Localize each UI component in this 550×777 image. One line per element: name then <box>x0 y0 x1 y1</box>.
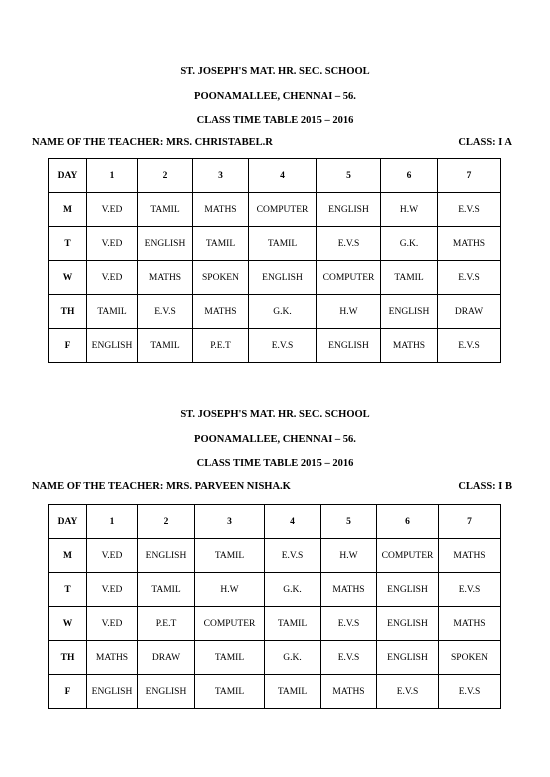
period-cell: TAMIL <box>195 641 265 675</box>
period-cell: H.W <box>317 295 381 329</box>
period-cell: E.V.S <box>317 227 381 261</box>
period-cell: E.V.S <box>321 641 377 675</box>
header-cell: 2 <box>138 505 195 539</box>
table-row <box>49 193 501 227</box>
class-label: CLASS: I B <box>458 481 512 492</box>
period-cell: COMPUTER <box>377 539 439 573</box>
period-cell: E.V.S <box>377 675 439 709</box>
day-cell: F <box>49 675 87 709</box>
table-row <box>49 261 501 295</box>
table-row <box>49 295 501 329</box>
header-cell: 5 <box>321 505 377 539</box>
teacher-name: NAME OF THE TEACHER: MRS. PARVEEN NISHA.K <box>32 481 291 492</box>
class-label: CLASS: I A <box>458 137 512 148</box>
header-cell: 2 <box>138 159 193 193</box>
table-row <box>49 573 501 607</box>
period-cell: TAMIL <box>195 675 265 709</box>
period-cell: ENGLISH <box>377 607 439 641</box>
period-cell: ENGLISH <box>381 295 438 329</box>
period-cell: TAMIL <box>249 227 317 261</box>
period-cell: TAMIL <box>138 193 193 227</box>
period-cell: E.V.S <box>438 261 501 295</box>
header-cell: 6 <box>381 159 438 193</box>
period-cell: ENGLISH <box>138 227 193 261</box>
header-cell: 4 <box>265 505 321 539</box>
period-cell: E.V.S <box>439 675 501 709</box>
table-row <box>49 675 501 709</box>
period-cell: E.V.S <box>249 329 317 363</box>
period-cell: V.ED <box>87 261 138 295</box>
period-cell: ENGLISH <box>317 329 381 363</box>
table-row <box>49 539 501 573</box>
period-cell: SPOKEN <box>439 641 501 675</box>
period-cell: ENGLISH <box>317 193 381 227</box>
period-cell: COMPUTER <box>249 193 317 227</box>
period-cell: DRAW <box>138 641 195 675</box>
header-cell: DAY <box>49 505 87 539</box>
period-cell: MATHS <box>321 675 377 709</box>
period-cell: H.W <box>195 573 265 607</box>
period-cell: SPOKEN <box>193 261 249 295</box>
header-cell: 7 <box>439 505 501 539</box>
period-cell: P.E.T <box>193 329 249 363</box>
school-name: ST. JOSEPH'S MAT. HR. SEC. SCHOOL <box>180 409 370 420</box>
period-cell: V.ED <box>87 193 138 227</box>
period-cell: TAMIL <box>138 573 195 607</box>
header-cell: 5 <box>317 159 381 193</box>
period-cell: TAMIL <box>381 261 438 295</box>
period-cell: H.W <box>381 193 438 227</box>
day-cell: W <box>49 607 87 641</box>
period-cell: E.V.S <box>138 295 193 329</box>
header-cell: 3 <box>193 159 249 193</box>
day-cell: T <box>49 573 87 607</box>
table-row <box>49 607 501 641</box>
header-cell: 6 <box>377 505 439 539</box>
period-cell: MATHS <box>193 193 249 227</box>
period-cell: ENGLISH <box>87 329 138 363</box>
period-cell: P.E.T <box>138 607 195 641</box>
timetable-grid <box>48 158 501 363</box>
school-location: POONAMALLEE, CHENNAI – 56. <box>194 91 356 102</box>
period-cell: TAMIL <box>138 329 193 363</box>
period-cell: V.ED <box>87 573 138 607</box>
day-cell: T <box>49 227 87 261</box>
period-cell: E.V.S <box>438 193 501 227</box>
period-cell: ENGLISH <box>87 675 138 709</box>
period-cell: TAMIL <box>195 539 265 573</box>
period-cell: E.V.S <box>265 539 321 573</box>
period-cell: COMPUTER <box>195 607 265 641</box>
day-cell: M <box>49 539 87 573</box>
period-cell: MATHS <box>193 295 249 329</box>
timetable-title: CLASS TIME TABLE 2015 – 2016 <box>196 458 354 469</box>
table-row <box>49 329 501 363</box>
day-cell: F <box>49 329 87 363</box>
period-cell: MATHS <box>438 227 501 261</box>
day-cell: M <box>49 193 87 227</box>
period-cell: COMPUTER <box>317 261 381 295</box>
period-cell: E.V.S <box>438 329 501 363</box>
school-name: ST. JOSEPH'S MAT. HR. SEC. SCHOOL <box>180 66 370 77</box>
header-cell: DAY <box>49 159 87 193</box>
header-cell: 7 <box>438 159 501 193</box>
period-cell: ENGLISH <box>138 539 195 573</box>
period-cell: V.ED <box>87 607 138 641</box>
period-cell: G.K. <box>249 295 317 329</box>
day-cell: TH <box>49 295 87 329</box>
period-cell: TAMIL <box>193 227 249 261</box>
period-cell: MATHS <box>87 641 138 675</box>
header-row <box>49 505 501 539</box>
teacher-info-line <box>32 137 512 149</box>
teacher-info-line <box>32 481 512 493</box>
period-cell: MATHS <box>439 607 501 641</box>
period-cell: G.K. <box>265 641 321 675</box>
header-row <box>49 159 501 193</box>
table-row <box>49 641 501 675</box>
period-cell: MATHS <box>321 573 377 607</box>
header-cell: 1 <box>87 159 138 193</box>
period-cell: MATHS <box>138 261 193 295</box>
period-cell: E.V.S <box>439 573 501 607</box>
timetable-title: CLASS TIME TABLE 2015 – 2016 <box>196 115 354 126</box>
period-cell: ENGLISH <box>377 641 439 675</box>
period-cell: ENGLISH <box>249 261 317 295</box>
period-cell: MATHS <box>439 539 501 573</box>
period-cell: MATHS <box>381 329 438 363</box>
timetable-grid <box>48 504 501 709</box>
period-cell: V.ED <box>87 227 138 261</box>
period-cell: DRAW <box>438 295 501 329</box>
header-cell: 1 <box>87 505 138 539</box>
table-row <box>49 227 501 261</box>
period-cell: E.V.S <box>321 607 377 641</box>
teacher-name: NAME OF THE TEACHER: MRS. CHRISTABEL.R <box>32 137 273 148</box>
period-cell: ENGLISH <box>377 573 439 607</box>
period-cell: V.ED <box>87 539 138 573</box>
period-cell: G.K. <box>381 227 438 261</box>
school-location: POONAMALLEE, CHENNAI – 56. <box>194 434 356 445</box>
period-cell: TAMIL <box>265 607 321 641</box>
header-cell: 4 <box>249 159 317 193</box>
period-cell: TAMIL <box>265 675 321 709</box>
period-cell: H.W <box>321 539 377 573</box>
period-cell: G.K. <box>265 573 321 607</box>
day-cell: W <box>49 261 87 295</box>
period-cell: TAMIL <box>87 295 138 329</box>
period-cell: ENGLISH <box>138 675 195 709</box>
day-cell: TH <box>49 641 87 675</box>
header-cell: 3 <box>195 505 265 539</box>
